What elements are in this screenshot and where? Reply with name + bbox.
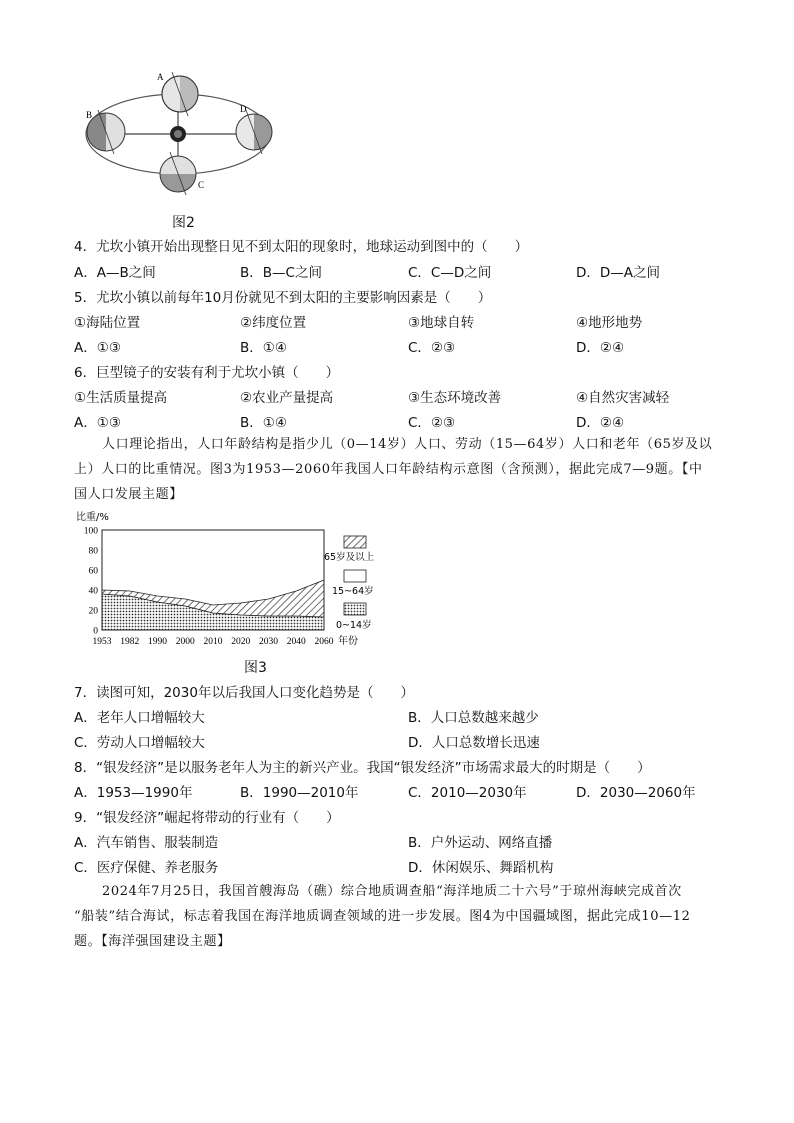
x-tick-label: 2040 xyxy=(286,637,306,647)
y-tick-label: 20 xyxy=(88,606,98,617)
legend-swatch-working xyxy=(344,570,366,582)
y-tick-label: 40 xyxy=(88,586,98,597)
q9-option-d[interactable]: D．休闲娱乐、舞蹈机构 xyxy=(408,860,554,876)
q5-item-1: ①海陆位置 xyxy=(74,315,141,331)
population-intro-line-3: 国人口发展主题】 xyxy=(74,487,183,502)
q5-item-2: ②纬度位置 xyxy=(240,315,307,331)
population-intro-line-1: 人口理论指出，人口年龄结构是指少儿（0—14岁）人口、劳动（15—64岁）人口和老年（65岁及以 xyxy=(102,437,713,452)
q5-option-d[interactable]: D．②④ xyxy=(576,340,625,356)
x-tick-label: 2060 xyxy=(314,637,334,647)
ocean-intro-line-3: 题。【海洋强国建设主题】 xyxy=(74,934,231,949)
x-tick-label: 2030 xyxy=(259,637,278,647)
q5-stem: 5．尤坎小镇以前每年10月份就见不到太阳的主要影响因素是（ ） xyxy=(74,290,492,306)
q6-item-4: ④自然灾害减轻 xyxy=(576,390,670,406)
q8-option-b[interactable]: B．1990—2010年 xyxy=(240,785,359,801)
q5-option-a[interactable]: A．①③ xyxy=(74,340,121,356)
q5-option-b[interactable]: B．①④ xyxy=(240,340,287,356)
q8-option-c[interactable]: C．2010—2030年 xyxy=(408,785,527,801)
q6-option-b[interactable]: B．①④ xyxy=(240,415,287,431)
legend-label-children: 0~14岁 xyxy=(336,620,372,631)
q6-item-2: ②农业产量提高 xyxy=(240,390,334,406)
legend-label-working: 15~64岁 xyxy=(332,586,374,597)
q6-option-a[interactable]: A．①③ xyxy=(74,415,121,431)
ocean-intro-line-1: 2024年7月25日，我国首艘海岛（礁）综合地质调查船“海洋地质二十六号”于琼州海峡完成首次 xyxy=(102,884,682,899)
q7-stem: 7．读图可知，2030年以后我国人口变化趋势是（ ） xyxy=(74,685,414,701)
q6-item-3: ③生态环境改善 xyxy=(408,390,502,406)
q7-option-d[interactable]: D．人口总数增长迅速 xyxy=(408,735,540,751)
q6-item-1: ①生活质量提高 xyxy=(74,390,168,406)
q9-option-b[interactable]: B．户外运动、网络直播 xyxy=(408,835,553,851)
x-tick-label: 2000 xyxy=(175,637,195,647)
ocean-intro-line-2: “船装”结合海试，标志着我国在海洋地质调查领域的进一步发展。图4为中国疆域图，据此完成10—12 xyxy=(74,909,691,924)
label-c: C xyxy=(198,180,205,190)
q9-option-c[interactable]: C．医疗保健、养老服务 xyxy=(74,860,219,876)
q4-stem: 4．尤坎小镇开始出现整日见不到太阳的现象时，地球运动到图中的（ ） xyxy=(74,239,529,255)
legend-label-elderly: 65岁及以上 xyxy=(324,552,375,563)
earth-orbit-diagram xyxy=(74,70,286,195)
x-tick-label: 1953 xyxy=(92,637,112,647)
q5-item-3: ③地球自转 xyxy=(408,315,475,331)
q8-option-a[interactable]: A．1953—1990年 xyxy=(74,785,193,801)
q6-stem: 6．巨型镜子的安装有利于尤坎小镇（ ） xyxy=(74,365,340,381)
y-tick-label: 80 xyxy=(88,546,98,557)
q4-option-a[interactable]: A．A—B之间 xyxy=(74,265,156,281)
x-tick-label: 2020 xyxy=(231,637,251,647)
globe-a xyxy=(162,72,198,116)
y-tick-label: 60 xyxy=(88,566,98,577)
q9-stem: 9．“银发经济”崛起将带动的行业有（ ） xyxy=(74,810,340,826)
label-d: D xyxy=(240,104,247,114)
q7-option-c[interactable]: C．劳动人口增幅较大 xyxy=(74,735,205,751)
q8-stem: 8．“银发经济”是以服务老年人为主的新兴产业。我国“银发经济”市场需求最大的时期是（ ） xyxy=(74,760,651,776)
globe-c xyxy=(160,152,196,195)
q8-option-d[interactable]: D．2030—2060年 xyxy=(576,785,696,801)
y-tick-label: 0 xyxy=(93,626,98,637)
q4-option-c[interactable]: C．C—D之间 xyxy=(408,265,492,281)
population-intro-line-2: 上）人口的比重情况。图3为1953—2060年我国人口年龄结构示意图（含预测），据此完成7—9题。【中 xyxy=(74,462,703,477)
ocean-intro xyxy=(74,879,724,954)
population-intro xyxy=(74,432,724,507)
figure3-caption: 图3 xyxy=(244,660,267,676)
label-a: A xyxy=(157,72,164,82)
q5-option-c[interactable]: C．②③ xyxy=(408,340,456,356)
q5-item-4: ④地形地势 xyxy=(576,315,643,331)
q7-option-a[interactable]: A．老年人口增幅较大 xyxy=(74,710,205,726)
x-tick-label: 1982 xyxy=(120,637,140,647)
legend-swatch-elderly xyxy=(344,536,366,548)
q4-option-b[interactable]: B．B—C之间 xyxy=(240,265,322,281)
figure2-caption: 图2 xyxy=(172,215,195,231)
q7-option-b[interactable]: B．人口总数越来越少 xyxy=(408,710,539,726)
q6-option-c[interactable]: C．②③ xyxy=(408,415,456,431)
y-tick-label: 100 xyxy=(83,526,98,537)
globe-b xyxy=(87,110,125,154)
x-tick-label: 2010 xyxy=(203,637,223,647)
x-axis-label: 年份 xyxy=(338,636,358,647)
q9-option-a[interactable]: A．汽车销售、服装制造 xyxy=(74,835,219,851)
population-age-chart xyxy=(74,508,394,650)
x-tick-label: 1990 xyxy=(148,637,167,647)
globe-d xyxy=(236,110,272,154)
q4-option-d[interactable]: D．D—A之间 xyxy=(576,265,661,281)
y-axis-label: 比重/% xyxy=(76,512,109,523)
legend-swatch-children xyxy=(344,603,366,615)
q6-option-d[interactable]: D．②④ xyxy=(576,415,625,431)
label-b: B xyxy=(86,110,93,120)
